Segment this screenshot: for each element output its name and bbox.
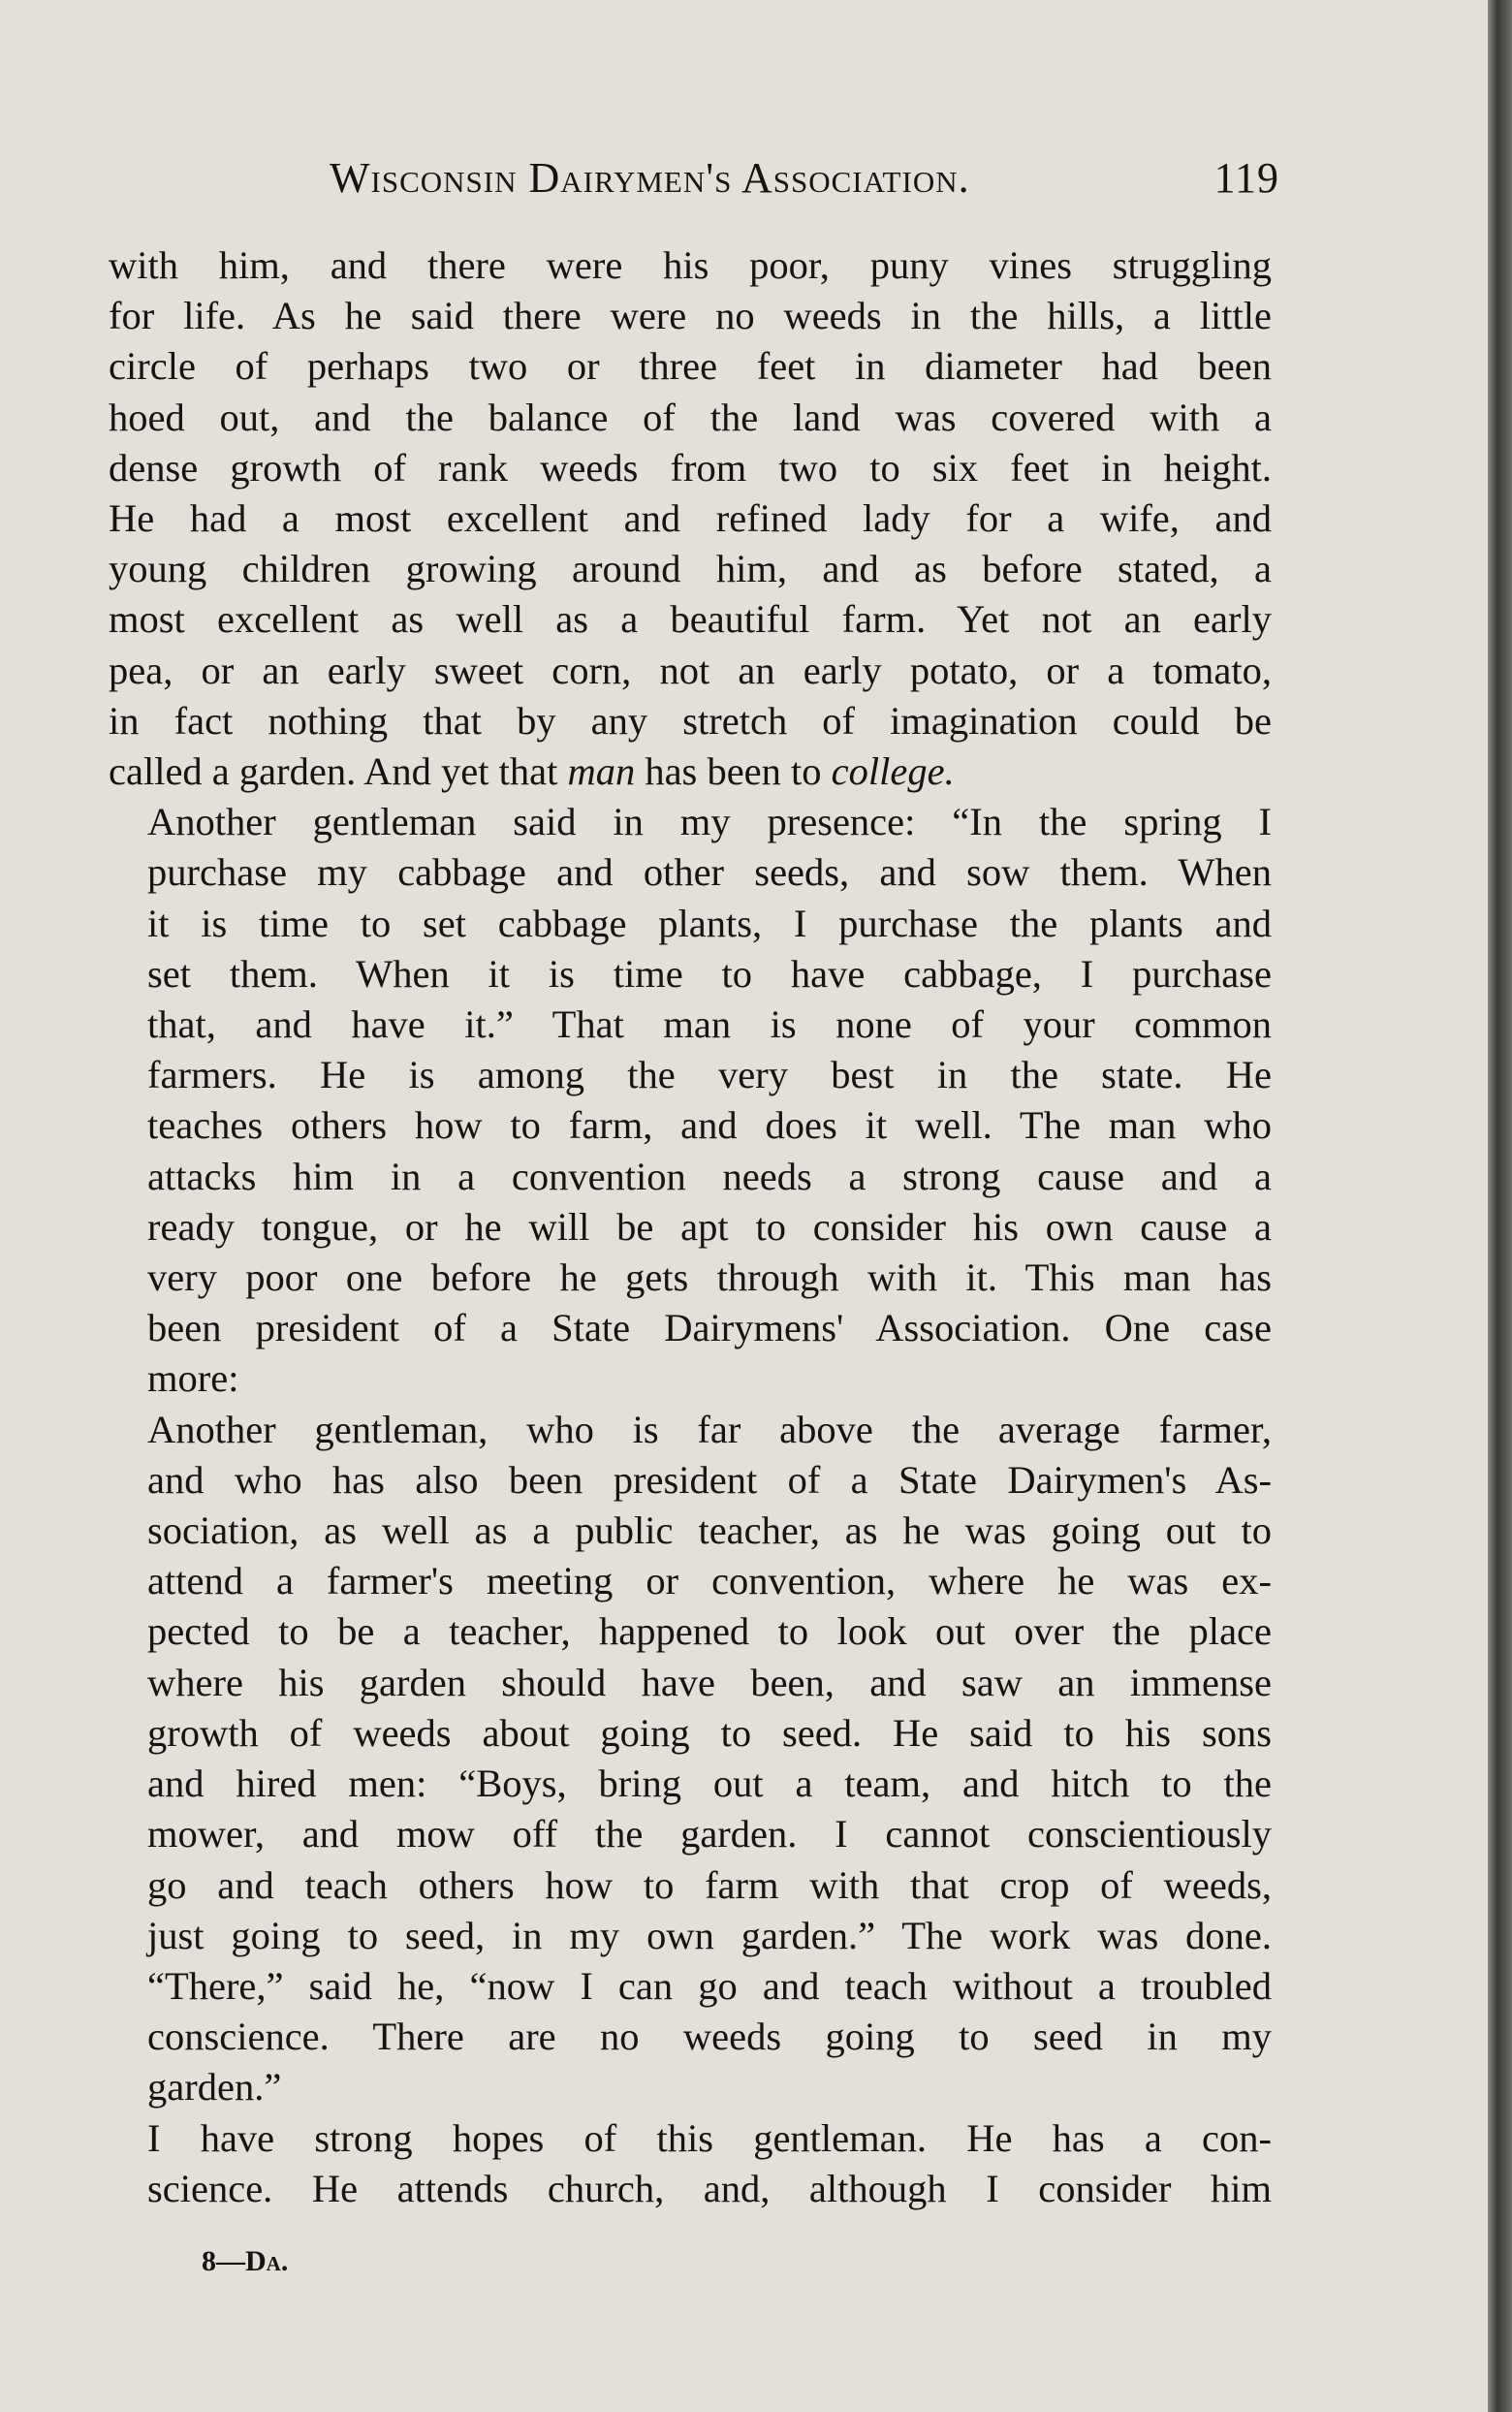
text-line: I have strong hopes of this gentleman. He has a con- [147, 2115, 1272, 2160]
text-line-with-italics [109, 746, 1272, 797]
text-line: most excellent as well as a beautiful farm. Yet not an early [109, 597, 1272, 642]
running-title: Wisconsin Dairymen's Association. [330, 154, 970, 202]
text-line: ready tongue, or he will be apt to consider his own cause a [147, 1204, 1272, 1249]
text-line: dense growth of rank weeds from two to six feet in height. [109, 445, 1272, 490]
text-line: pected to be a teacher, happened to look out over the place [147, 1609, 1272, 1654]
text-line: it is time to set cabbage plants, I purchase the plants and [147, 901, 1272, 945]
page-number: 119 [1213, 154, 1279, 202]
text-line: teaches others how to farm, and does it well. The man who [147, 1103, 1272, 1148]
text-line: science. He attends church, and, although I consider him [147, 2166, 1272, 2210]
paragraph-1 [109, 240, 1272, 797]
text-line: where his garden should have been, and saw an immense [147, 1660, 1272, 1704]
text-line: attacks him in a convention needs a strong cause and a [147, 1154, 1272, 1198]
text-line: farmers. He is among the very best in the state. He [147, 1053, 1272, 1097]
text-line: hoed out, and the balance of the land was covered with a [109, 395, 1272, 439]
italic-word-college: college. [831, 749, 955, 794]
text-line: young children growing around him, and as before stated, a [109, 547, 1272, 591]
text-line: and who has also been president of a State Dairymen's As- [147, 1457, 1272, 1502]
paragraph-3 [109, 1405, 1272, 2113]
text-line: very poor one before he gets through with it. This man has [147, 1255, 1272, 1300]
text-line: “There,” said he, “now I can go and teach without a troubled [147, 1963, 1272, 2008]
text-line: go and teach others how to farm with that crop of weeds, [147, 1862, 1272, 1907]
signature-mark: 8—Da. [202, 2245, 289, 2277]
text-line: that, and have it.” That man is none of your common [147, 1002, 1272, 1047]
text-run: has been to [635, 749, 832, 794]
text-line: pea, or an early sweet corn, not an early potato, or a tomato, [109, 648, 1272, 692]
text-line: conscience. There are no weeds going to seed in my [147, 2015, 1272, 2059]
text-line: attend a farmer's meeting or convention, where he was ex- [147, 1559, 1272, 1603]
text-line: with him, and there were his poor, puny vines struggling [109, 243, 1272, 287]
text-line: more: [147, 1356, 239, 1401]
text-line: been president of a State Dairymens' Association. One case [147, 1306, 1272, 1350]
text-line: purchase my cabbage and other seeds, and sow them. When [147, 850, 1272, 895]
text-line: Another gentleman, who is far above the average farmer, [147, 1407, 1272, 1451]
body-text [109, 240, 1272, 2214]
text-line: set them. When it is time to have cabbage, I purchase [147, 951, 1272, 996]
paragraph-2 [109, 797, 1272, 1404]
text-line: for life. As he said there were no weeds in the hills, a little [109, 294, 1272, 338]
text-line: growth of weeds about going to seed. He said to his sons [147, 1710, 1272, 1755]
text-line: in fact nothing that by any stretch of imagination could be [109, 698, 1272, 743]
text-run: called a garden. And yet that [109, 749, 568, 794]
text-line: He had a most excellent and refined lady for a wife, and [109, 496, 1272, 541]
running-header [330, 145, 1279, 213]
text-line: Another gentleman said in my presence: “In the spring I [147, 800, 1272, 844]
text-line: garden.” [147, 2065, 282, 2110]
italic-word-man: man [567, 749, 636, 794]
text-line: and hired men: “Boys, bring out a team, and hitch to the [147, 1761, 1272, 1806]
text-line: just going to seed, in my own garden.” The work was done. [147, 1913, 1272, 1957]
text-line: sociation, as well as a public teacher, as he was going out to [147, 1508, 1272, 1553]
page-binding-edge [1488, 0, 1512, 2412]
text-line: mower, and mow off the garden. I cannot conscientiously [147, 1812, 1272, 1857]
text-line: circle of perhaps two or three feet in diameter had been [109, 344, 1272, 389]
paragraph-4 [109, 2113, 1272, 2214]
